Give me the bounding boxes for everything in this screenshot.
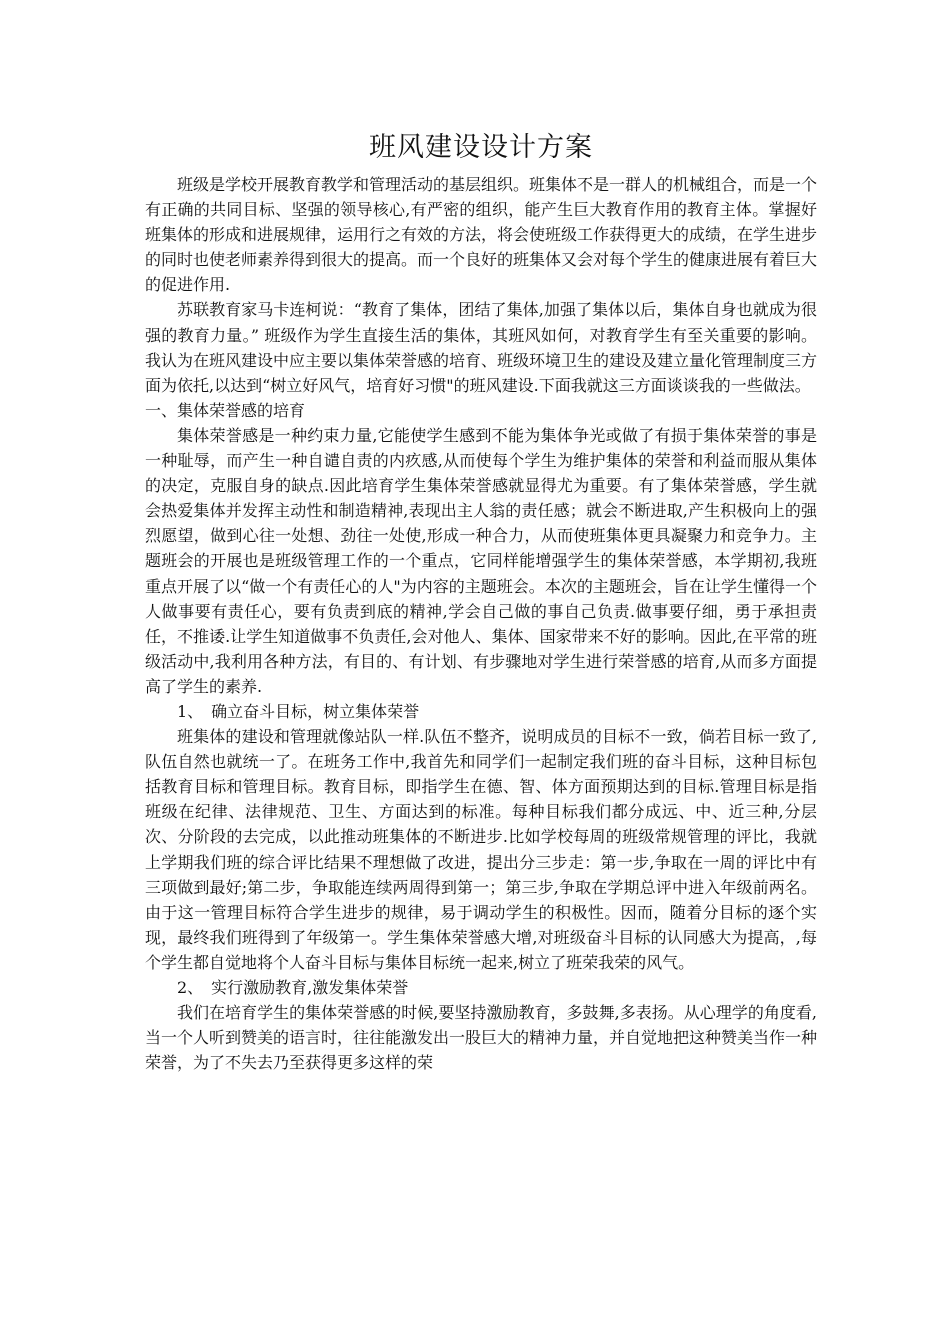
subsection-heading-2: 2、 实行激励教育,激发集体荣誉 (177, 978, 409, 997)
subsection-2-paragraph: 我们在培育学生的集体荣誉感的时候,要坚持激励教育，多鼓舞,多表扬。从心理学的角度看,当一个人听到赞美的语言时，往往能激发出一股巨大的精神力量，并自觉地把这种赞美当作一种荣誉，为了不失去乃至获得更多这样的荣 (145, 1003, 818, 1073)
section-heading-1: 一、集体荣誉感的培育 (145, 400, 306, 420)
document-page (145, 128, 817, 1075)
quote-paragraph: 苏联教育家马卡连柯说：“教育了集体，团结了集体,加强了集体以后，集体自身也就成为很强的教育力量。” 班级作为学生直接生活的集体，其班风如何，对教育学生有至关重要的影响。我认为在班风建设中应主要以集体荣誉感的培育、班级环境卫生的建设及建立量化管理制度三方面为依托,以达到“树立好风气，培育好习惯"的班风建设.下面我就这三方面谈谈我的一些做法。 (145, 300, 818, 395)
section-1-paragraph: 集体荣誉感是一种约束力量,它能使学生感到不能为集体争光或做了有损于集体荣誉的事是一种耻辱，而产生一种自谴自责的内疚感,从而使每个学生为维护集体的荣誉和利益而服从集体的决定，克服自身的缺点.因此培育学生集体荣誉感就显得尤为重要。有了集体荣誉感，学生就会热爱集体并发挥主动性和制造精神,表现出主人翁的责任感；就会不断进取,产生积极向上的强烈愿望，做到心往一处想、劲往一处使,形成一种合力，从而使班集体更具凝聚力和竞争力。主题班会的开展也是班级管理工作的一个重点，它同样能增强学生的集体荣誉感，本学期初,我班重点开展了以“做一个有责任心的人"为内容的主题班会。本次的主题班会，旨在让学生懂得一个人做事要有责任心，要有负责到底的精神,学会自己做的事自己负责.做事要仔细，勇于承担责任，不推诿.让学生知道做事不负责任,会对他人、集体、国家带来不好的影响。因此,在平常的班级活动中,我利用各种方法，有目的、有计划、有步骤地对学生进行荣誉感的培育,从而多方面提高了学生的素养. (145, 425, 817, 696)
subsection-heading-1: 1、 确立奋斗目标，树立集体荣誉 (177, 701, 420, 721)
document-title: 班风建设设计方案 (369, 132, 593, 163)
subsection-1-paragraph: 班集体的建设和管理就像站队一样.队伍不整齐，说明成员的目标不一致，倘若目标一致了,队伍自然也就统一了。在班务工作中,我首先和同学们一起制定我们班的奋斗目标，这种目标包括教育目标和管理目标。教育目标，即指学生在德、智、体方面预期达到的目标.管理目标是指班级在纪律、法律规范、卫生、方面达到的标准。每种目标我们都分成远、中、近三种,分层次、分阶段的去完成，以此推动班集体的不断进步.比如学校每周的班级常规管理的评比，我就上学期我们班的综合评比结果不理想做了改进，提出分三步走：第一步,争取在一周的评比中有三项做到最好;第二步，争取能连续两周得到第一；第三步,争取在学期总评中进入年级前两名。由于这一管理目标符合学生进步的规律，易于调动学生的积极性。因而，随着分目标的逐个实现，最终我们班得到了年级第一。学生集体荣誉感大增,对班级奋斗目标的认同感大为提高，,每个学生都自觉地将个人奋斗目标与集体目标统一起来,树立了班荣我荣的风气。 (145, 727, 817, 972)
intro-paragraph: 班级是学校开展教育教学和管理活动的基层组织。班集体不是一群人的机械组合，而是一个有正确的共同目标、坚强的领导核心,有严密的组织，能产生巨大教育作用的教育主体。掌握好班集体的形成和进展规律，运用行之有效的方法，将会使班级工作获得更大的成绩，在学生进步的同时也使老师素养得到很大的提高。而一个良好的班集体又会对每个学生的健康进展有着巨大的促进作用. (145, 175, 818, 295)
